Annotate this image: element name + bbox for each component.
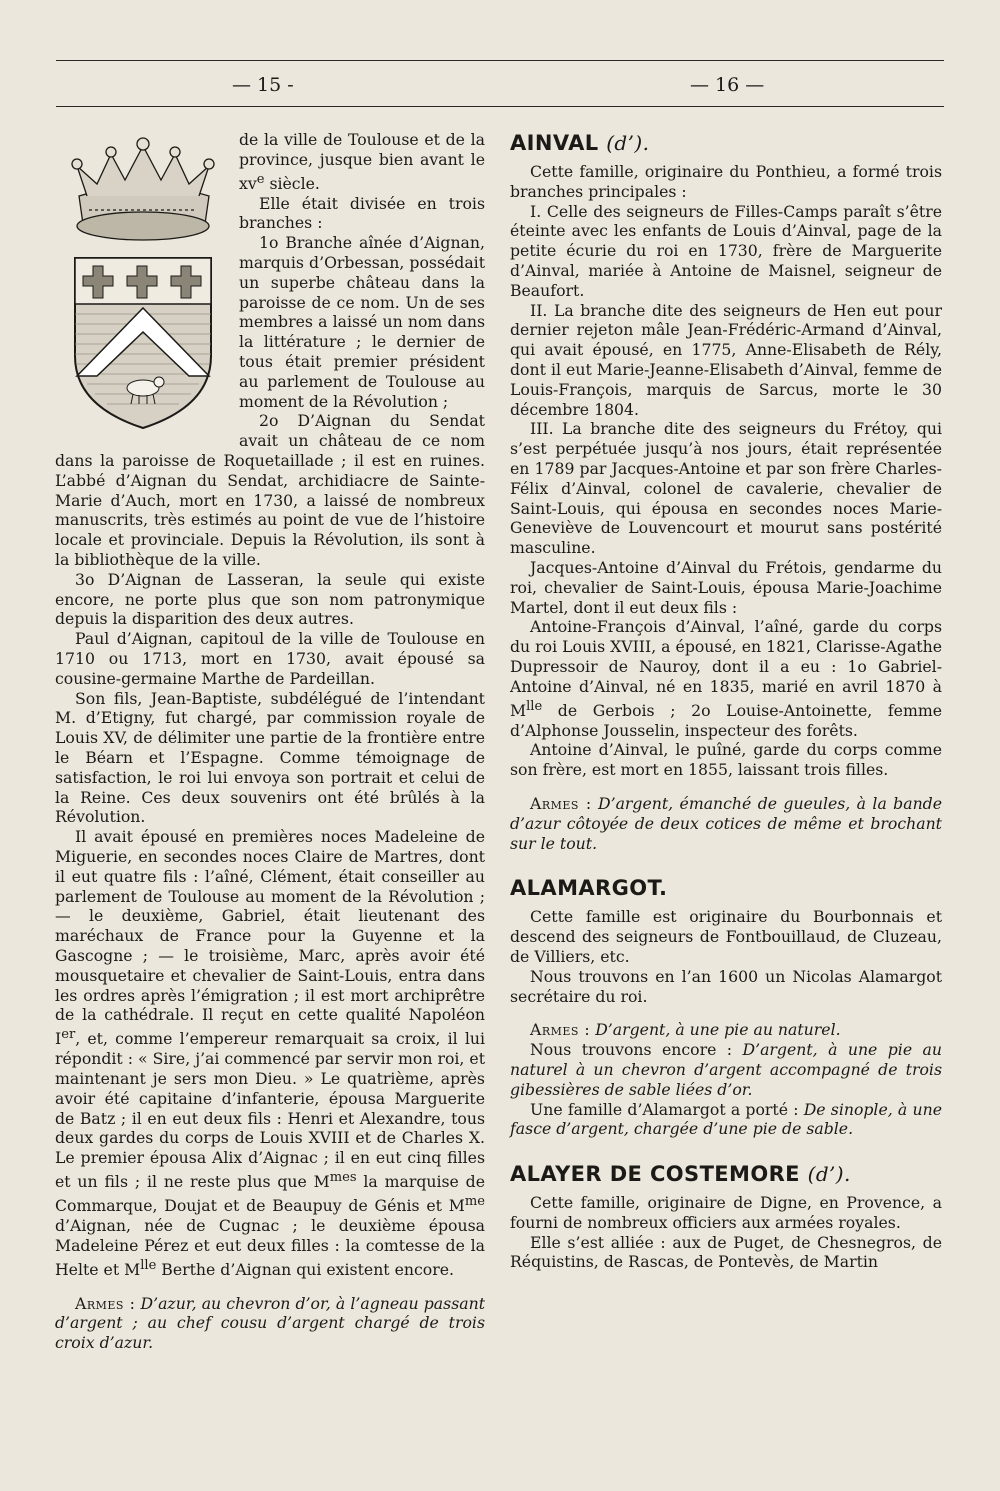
paragraph: 1o Branche aînée d’Aignan, marquis d’Orbessan, possédait un superbe château dans la paroisse de ce nom. Un de ses membres a laissé un nom dans la littérature ; le dernier de tous était premier président au parlement de Toulouse au moment de la Révolution ; xyxy=(239,233,485,411)
paragraph: Elle s’est alliée : aux de Puget, de Chesnegros, de Réquistins, de Rascas, de Pontevès, de Martin xyxy=(510,1232,942,1272)
paragraph: II. La branche dite des seigneurs de Hen eut pour dernier rejeton mâle Jean-Frédéric-Armand d’Ainval, qui avait épousé, en 1775, Anne-Elisabeth de Rély, dont il eut Marie-Jeanne-Elisabeth d’Ainval, femme de Louis-François, marquis de Sarcus, morte le 30 décembre 1804. xyxy=(510,300,942,419)
paragraph: Cette famille est originaire du Bourbonnais et descend des seigneurs de Fontbouillaud, de Cluzeau, de Villiers, etc. xyxy=(510,907,942,966)
section-gap xyxy=(510,1139,942,1161)
right-page-number: — 16 — xyxy=(690,74,765,96)
paragraph: Son fils, Jean-Baptiste, subdélégué de l’intendant M. d’Etigny, fut chargé, par commission royale de Louis XV, de délimiter une partie de la frontière entre le Béarn et l’Espagne. Comme témoignage de satisfaction, le roi lui envoya son portrait et celui de la Reine. Ces deux souvenirs ont été brûlés à la Révolution. xyxy=(55,688,485,827)
armes-blazon: Armes : D’azur, au chevron d’or, à l’agneau passant d’argent ; au chef cousu d’argent chargé de trois croix d’azur. xyxy=(55,1293,486,1353)
paragraph: Jacques-Antoine d’Ainval du Frétois, gendarme du roi, chevalier de Saint-Louis, épousa Marie-Joachime Martel, dont il eut deux fils : xyxy=(510,557,942,617)
coat-of-arms-image xyxy=(59,136,227,432)
family-heading-ainval: AINVAL (d’). xyxy=(510,131,650,155)
header-rule xyxy=(56,106,944,107)
paragraph: Elle était divisée en trois branches : xyxy=(239,193,485,233)
paragraph: Une famille d’Alamargot a porté : De sinople, à une fasce d’argent, chargée d’une pie de sable. xyxy=(510,1099,942,1139)
family-heading-alamargot: ALAMARGOT. xyxy=(510,876,668,901)
armes-blazon: Armes : D’argent, émanché de gueules, à la bande d’azur côtoyée de deux cotices de même et brochant sur le tout. xyxy=(510,793,943,853)
paragraph: III. La branche dite des seigneurs du Frétoy, qui s’est perpétuée jusqu’à nos jours, était représentée en 1789 par Jacques-Antoine et par son frère Charles-Félix d’Ainval, colonel de cavalerie, chevalier de Saint-Louis, qui épousa en secondes noces Marie-Geneviève de Louvencourt et mourut sans postérité masculine. xyxy=(510,419,942,558)
paragraph: Paul d’Aignan, capitoul de la ville de Toulouse en 1710 ou 1713, mort en 1730, avait épousé sa cousine-germaine Marthe de Pardeillan. xyxy=(55,629,485,688)
paragraph: Cette famille, originaire du Ponthieu, a formé trois branches principales : xyxy=(510,162,942,201)
top-rule xyxy=(56,60,944,61)
paragraph: Antoine d’Ainval, le puîné, garde du corps comme son frère, est mort en 1855, laissant trois filles. xyxy=(510,740,942,780)
left-column xyxy=(55,130,485,1353)
paragraph: Il avait épousé en premières noces Madeleine de Miguerie, en secondes noces Claire de Martres, dont il eut quatre fils : l’aîné, Clément, était conseiller au parlement de Toulouse au moment de la Révolution ; — le deuxième, Gabriel, était lieutenant des maréchaux de France pour la Guyenne et la Gascogne ; — le troisième, Marc, après avoir été mousquetaire et chevalier de Saint-Louis, entra dans les ordres après l’émigration ; il est mort archiprêtre de la cathédrale. Il reçut en cette qualité Napoléon Ier, et, comme l’empereur remarquait sa croix, il lui répondit : « Sire, j’ai commencé par servir mon roi, et maintenant je sers mon Dieu. » Le quatrième, après avoir été capitaine d’infanterie, épousa Marguerite de Batz ; il en eut deux fils : Henri et Alexandre, tous deux gardes du corps de Louis XVIII et de Charles X. Le premier épousa Alix d’Aignac ; il en eut cinq filles et un fils ; il ne reste plus que $M^{mes}$ la marquise de Commarque, Doujat et de Beaupuy de Génis et $M^{me}$ d’Aignan, née de Cugnac ; le deuxième épousa Madeleine Pérez et eut deux filles : la comtesse de la Helte et $M^{lle}$ Berthe d’Aignan qui existent encore. xyxy=(55,827,485,1279)
paragraph: I. Celle des seigneurs de Filles-Camps paraît s’être éteinte avec les enfants de Louis d’Ainval, page de la petite écurie du roi en 1730, frère de Marguerite d’Ainval, mariée à Antoine de Maisnel, seigneur de Beaufort. xyxy=(510,201,942,300)
paragraph: 3o D’Aignan de Lasseran, la seule qui existe encore, ne porte plus que son nom patronymique depuis la disparition des deux autres. xyxy=(55,569,485,629)
paragraph: Nous trouvons encore : D’argent, à une pie au naturel à un chevron d’argent accompagné de trois gibessières de sable liées d’or. xyxy=(510,1040,942,1099)
right-column xyxy=(510,130,942,1272)
left-page-number: — 15 - xyxy=(232,74,294,96)
armes-blazon: Armes : D’argent, à une pie au naturel. xyxy=(530,1020,841,1040)
paragraph: Nous trouvons en l’an 1600 un Nicolas Alamargot secrétaire du roi. xyxy=(510,966,942,1006)
coat-of-arms-aignan xyxy=(59,136,227,438)
paragraph: de la ville de Toulouse et de la province, jusque bien avant le $xv^e$ siècle. xyxy=(239,130,485,193)
paragraph: 2o D’Aignan du Sendat avait un château de ce nom dans la paroisse de Roquetaillade ; il est en ruines. L’abbé d’Aignan du Sendat, archidiacre de Sainte-Marie d’Auch, mort en 1730, a laissé de nombreux manuscrits, très estimés au point de vue de l’histoire locale et provinciale. Depuis la Révolution, ils sont à la bibliothèque de la ville. xyxy=(55,411,485,569)
family-heading-alayer: ALAYER DE COSTEMORE (d’). xyxy=(510,1162,851,1187)
paragraph: Antoine-François d’Ainval, l’aîné, garde du corps du roi Louis XVIII, a épousé, en 1821, Clarisse-Agathe Dupressoir de Nauroy, dont il a eu : 1o Gabriel-Antoine d’Ainval, né en 1835, marié en avril 1870 à $M^{lle}$ de Gerbois ; 2o Louise-Antoinette, femme d’Alphonse Jousselin, inspecteur des forêts. xyxy=(510,617,942,740)
section-gap xyxy=(510,853,942,875)
paragraph: Cette famille, originaire de Digne, en Provence, a fourni de nombreux officiers aux armées royales. xyxy=(510,1193,942,1232)
